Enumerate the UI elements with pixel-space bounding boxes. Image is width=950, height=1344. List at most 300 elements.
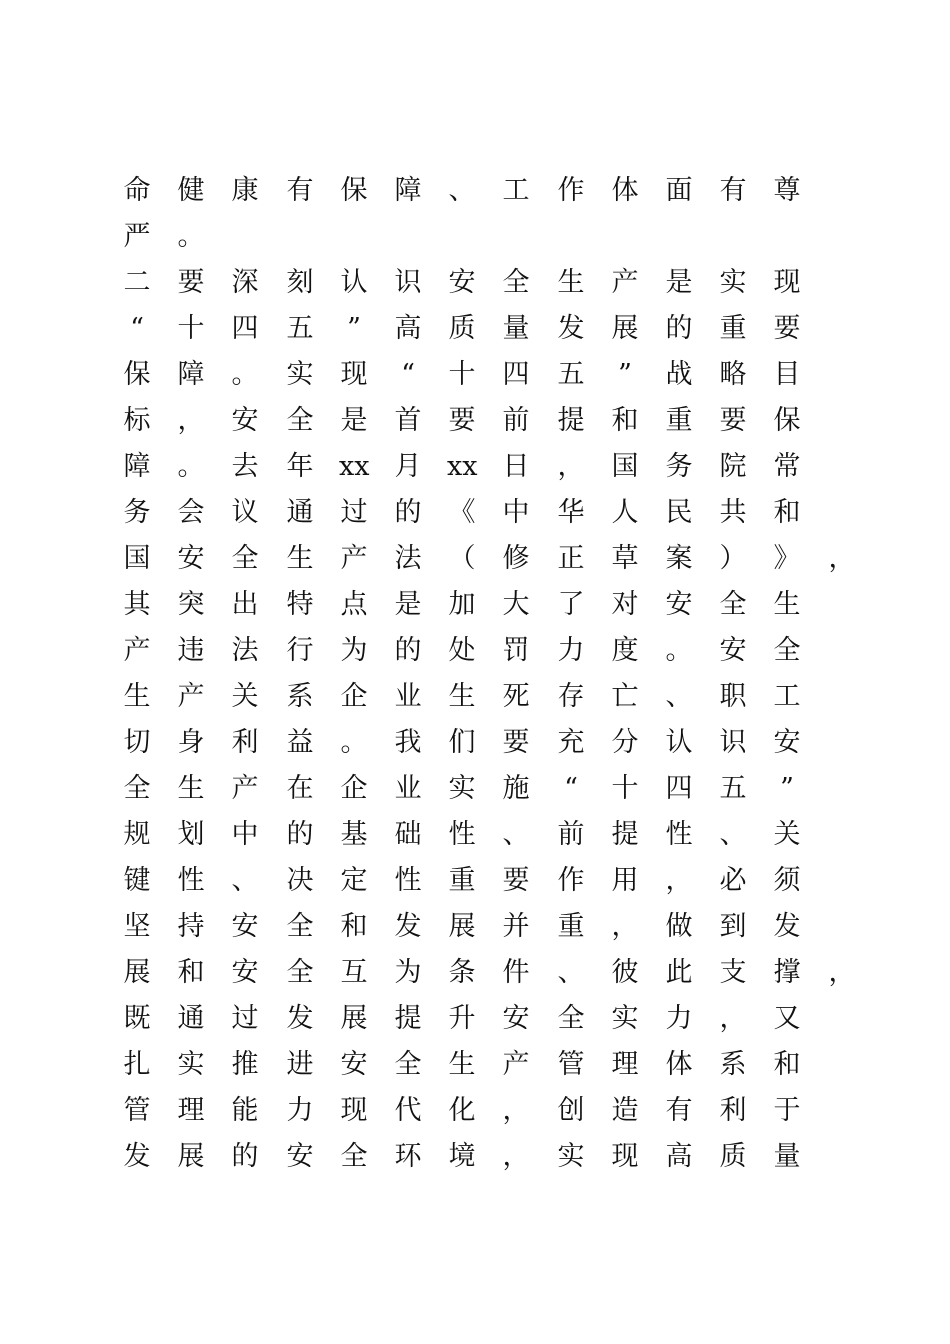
text-char: ， — [828, 957, 856, 988]
text-char: 基 — [340, 819, 368, 850]
text-char: 于 — [773, 1095, 801, 1126]
text-char: 性 — [448, 819, 476, 850]
text-char: 的 — [231, 1141, 259, 1172]
text-char: 和 — [611, 405, 639, 436]
text-char: 法 — [394, 543, 422, 574]
text-char: 分 — [611, 727, 639, 758]
text-line — [124, 1042, 844, 1088]
text-char: 划 — [177, 819, 205, 850]
text-char: 全 — [231, 543, 259, 574]
text-char: 会 — [177, 497, 205, 528]
text-char: 全 — [394, 1049, 422, 1080]
text-char: 必 — [719, 865, 747, 896]
text-char: 、 — [719, 819, 747, 850]
text-char: 全 — [719, 589, 747, 620]
text-char: 目 — [773, 359, 801, 390]
text-char: 务 — [123, 497, 151, 528]
text-char: （ — [448, 543, 476, 574]
text-char: 全 — [286, 911, 314, 942]
text-char: 月 — [394, 451, 422, 482]
text-char: 此 — [665, 957, 693, 988]
text-char: 利 — [231, 727, 259, 758]
text-char: 有 — [286, 175, 314, 206]
text-char: “ — [401, 359, 415, 390]
text-char: 、 — [448, 175, 476, 206]
text-char: 加 — [448, 589, 476, 620]
text-char: 业 — [394, 681, 422, 712]
text-char: 死 — [502, 681, 530, 712]
text-char: 首 — [394, 405, 422, 436]
text-char: 化 — [448, 1095, 476, 1126]
text-char: 十 — [448, 359, 476, 390]
text-char: 产 — [340, 543, 368, 574]
text-char: 十 — [611, 773, 639, 804]
text-char: 重 — [665, 405, 693, 436]
text-char: 提 — [394, 1003, 422, 1034]
text-char: 是 — [665, 267, 693, 298]
text-char: 条 — [448, 957, 476, 988]
text-char: xx — [447, 451, 478, 482]
text-char: 坚 — [123, 911, 151, 942]
text-char: 实 — [719, 267, 747, 298]
text-char: 益 — [286, 727, 314, 758]
text-char: 民 — [665, 497, 693, 528]
text-char: 、 — [502, 819, 530, 850]
text-char: 。 — [340, 727, 368, 758]
text-char: 。 — [177, 451, 205, 482]
text-char: ， — [502, 1141, 530, 1172]
text-char: 工 — [773, 681, 801, 712]
text-line — [124, 766, 844, 812]
text-char: 障 — [123, 451, 151, 482]
text-char: ” — [780, 773, 794, 804]
text-line — [124, 1134, 844, 1180]
text-char: 性 — [665, 819, 693, 850]
text-char: 保 — [773, 405, 801, 436]
text-char: 处 — [448, 635, 476, 666]
text-char: 发 — [123, 1141, 151, 1172]
text-char: ， — [665, 865, 693, 896]
text-char: 标 — [123, 405, 151, 436]
text-char: 实 — [448, 773, 476, 804]
text-char: 存 — [557, 681, 585, 712]
text-char: 的 — [394, 497, 422, 528]
text-char: 产 — [177, 681, 205, 712]
text-char: 持 — [177, 911, 205, 942]
text-line — [124, 904, 844, 950]
text-char: 、 — [231, 865, 259, 896]
text-char: 前 — [502, 405, 530, 436]
text-char: 十 — [177, 313, 205, 344]
text-char: 去 — [231, 451, 259, 482]
text-char: 我 — [394, 727, 422, 758]
text-char: 决 — [286, 865, 314, 896]
text-char: 务 — [665, 451, 693, 482]
text-char: 全 — [286, 405, 314, 436]
text-line — [124, 260, 844, 306]
text-char: 大 — [502, 589, 530, 620]
text-char: 系 — [286, 681, 314, 712]
text-char: 国 — [611, 451, 639, 482]
text-char: 能 — [231, 1095, 259, 1126]
text-char: 现 — [340, 1095, 368, 1126]
text-char: ” — [347, 313, 361, 344]
text-char: 力 — [286, 1095, 314, 1126]
text-char: 全 — [123, 773, 151, 804]
text-char: 认 — [665, 727, 693, 758]
text-char: 其 — [123, 589, 151, 620]
text-char: 健 — [177, 175, 205, 206]
text-char: 四 — [231, 313, 259, 344]
text-char: 现 — [340, 359, 368, 390]
text-char: 作 — [557, 865, 585, 896]
text-char: 推 — [231, 1049, 259, 1080]
text-char: 键 — [123, 865, 151, 896]
text-char: 体 — [611, 175, 639, 206]
text-char: 和 — [340, 911, 368, 942]
text-char: 实 — [557, 1141, 585, 1172]
text-char: 体 — [665, 1049, 693, 1080]
text-char: 实 — [177, 1049, 205, 1080]
text-line — [124, 582, 844, 628]
text-char: 切 — [123, 727, 151, 758]
text-char: 法 — [231, 635, 259, 666]
text-char: 撑 — [773, 957, 801, 988]
text-char: 展 — [448, 911, 476, 942]
text-char: 充 — [557, 727, 585, 758]
text-char: 关 — [773, 819, 801, 850]
text-char: 须 — [773, 865, 801, 896]
text-char: 生 — [123, 681, 151, 712]
text-char: 创 — [557, 1095, 585, 1126]
text-char: 力 — [665, 1003, 693, 1034]
text-char: 生 — [177, 773, 205, 804]
text-char: 度 — [611, 635, 639, 666]
text-line — [124, 812, 844, 858]
text-char: 性 — [394, 865, 422, 896]
text-char: 环 — [394, 1141, 422, 1172]
text-char: 的 — [286, 819, 314, 850]
text-char: 人 — [611, 497, 639, 528]
text-char: 础 — [394, 819, 422, 850]
text-char: 日 — [502, 451, 530, 482]
text-char: 生 — [286, 543, 314, 574]
text-char: 过 — [231, 1003, 259, 1034]
text-char: 《 — [448, 497, 476, 528]
text-char: 、 — [665, 681, 693, 712]
text-line — [124, 490, 844, 536]
text-char: 和 — [773, 497, 801, 528]
text-char: 利 — [719, 1095, 747, 1126]
text-char: 为 — [340, 635, 368, 666]
text-char: 工 — [502, 175, 530, 206]
text-char: 关 — [231, 681, 259, 712]
text-char: 障 — [177, 359, 205, 390]
text-char: 展 — [177, 1141, 205, 1172]
text-char: 过 — [340, 497, 368, 528]
text-char: 质 — [719, 1141, 747, 1172]
text-char: 管 — [557, 1049, 585, 1080]
text-char: 现 — [611, 1141, 639, 1172]
text-char: 出 — [231, 589, 259, 620]
text-char: 安 — [719, 635, 747, 666]
text-char: 四 — [502, 359, 530, 390]
text-char: 前 — [557, 819, 585, 850]
text-char: 企 — [340, 773, 368, 804]
text-line — [124, 674, 844, 720]
text-char: 管 — [123, 1095, 151, 1126]
text-char: 力 — [557, 635, 585, 666]
text-char: 亡 — [611, 681, 639, 712]
text-char: 院 — [719, 451, 747, 482]
text-char: 发 — [286, 1003, 314, 1034]
text-char: 有 — [719, 175, 747, 206]
text-char: 现 — [773, 267, 801, 298]
text-char: 严 — [123, 221, 151, 252]
text-char: 量 — [502, 313, 530, 344]
text-char: 行 — [286, 635, 314, 666]
text-char: 正 — [557, 543, 585, 574]
text-char: 生 — [773, 589, 801, 620]
text-char: 识 — [394, 267, 422, 298]
text-line — [124, 628, 844, 674]
text-line — [123, 950, 856, 996]
text-char: 安 — [502, 1003, 530, 1034]
text-char: 要 — [502, 727, 530, 758]
text-char: 全 — [286, 957, 314, 988]
text-line — [124, 398, 844, 444]
text-char: 常 — [773, 451, 801, 482]
text-char: 理 — [177, 1095, 205, 1126]
text-char: 境 — [448, 1141, 476, 1172]
text-char: 安 — [177, 543, 205, 574]
text-char: 特 — [286, 589, 314, 620]
text-char: 安 — [665, 589, 693, 620]
text-char: 业 — [394, 773, 422, 804]
text-char: 生 — [557, 267, 585, 298]
text-line — [123, 536, 856, 582]
text-char: 生 — [448, 1049, 476, 1080]
text-char: 要 — [773, 313, 801, 344]
text-char: 在 — [286, 773, 314, 804]
text-char: 互 — [340, 957, 368, 988]
text-char: 安 — [231, 957, 259, 988]
text-char: 生 — [448, 681, 476, 712]
text-char: 尊 — [773, 175, 801, 206]
text-char: 扎 — [123, 1049, 151, 1080]
text-char: 面 — [665, 175, 693, 206]
text-char: 深 — [231, 267, 259, 298]
text-char: 提 — [611, 819, 639, 850]
text-line — [124, 996, 844, 1042]
text-char: 重 — [448, 865, 476, 896]
text-char: 提 — [557, 405, 585, 436]
text-char: 草 — [611, 543, 639, 574]
text-char: 产 — [611, 267, 639, 298]
text-char: 质 — [448, 313, 476, 344]
text-char: ， — [719, 1003, 747, 1034]
text-char: 通 — [177, 1003, 205, 1034]
text-char: 康 — [231, 175, 259, 206]
text-char: 略 — [719, 359, 747, 390]
text-char: ， — [502, 1095, 530, 1126]
text-char: 通 — [286, 497, 314, 528]
text-char: ， — [828, 543, 856, 574]
text-char: ， — [611, 911, 639, 942]
text-char: 。 — [177, 221, 205, 252]
text-line — [124, 352, 844, 398]
text-char: 的 — [665, 313, 693, 344]
text-char: 企 — [340, 681, 368, 712]
text-char: 高 — [394, 313, 422, 344]
text-char: 认 — [340, 267, 368, 298]
text-line — [124, 720, 844, 766]
text-char: 识 — [719, 727, 747, 758]
text-char: 发 — [773, 911, 801, 942]
text-char: 中 — [502, 497, 530, 528]
text-char: 重 — [719, 313, 747, 344]
text-char: 对 — [611, 589, 639, 620]
text-char: ， — [177, 405, 205, 436]
text-char: 支 — [719, 957, 747, 988]
text-char: 四 — [665, 773, 693, 804]
text-char: 安 — [231, 405, 259, 436]
text-char: 系 — [719, 1049, 747, 1080]
text-char: 和 — [177, 957, 205, 988]
text-char: 国 — [123, 543, 151, 574]
text-char: ” — [618, 359, 632, 390]
text-char: 是 — [394, 589, 422, 620]
text-char: 要 — [448, 405, 476, 436]
text-char: 产 — [231, 773, 259, 804]
text-char: 实 — [286, 359, 314, 390]
text-char: 用 — [611, 865, 639, 896]
text-char: 战 — [665, 359, 693, 390]
text-char: 五 — [557, 359, 585, 390]
text-char: 安 — [448, 267, 476, 298]
text-char: 和 — [773, 1049, 801, 1080]
text-char: 做 — [665, 911, 693, 942]
text-char: 年 — [286, 451, 314, 482]
text-line — [124, 214, 844, 260]
text-char: 。 — [665, 635, 693, 666]
text-char: 又 — [773, 1003, 801, 1034]
text-char: 的 — [394, 635, 422, 666]
text-char: 全 — [557, 1003, 585, 1034]
text-char: 产 — [123, 635, 151, 666]
text-char: 并 — [502, 911, 530, 942]
text-char: 有 — [665, 1095, 693, 1126]
text-char: 量 — [773, 1141, 801, 1172]
text-char: 展 — [123, 957, 151, 988]
text-char: 保 — [340, 175, 368, 206]
text-char: 作 — [557, 175, 585, 206]
text-char: 、 — [557, 957, 585, 988]
text-char: 身 — [177, 727, 205, 758]
text-char: 到 — [719, 911, 747, 942]
text-char: 是 — [340, 405, 368, 436]
text-char: 产 — [502, 1049, 530, 1080]
text-char: 全 — [502, 267, 530, 298]
text-char: 性 — [177, 865, 205, 896]
text-char: 施 — [502, 773, 530, 804]
text-char: 规 — [123, 819, 151, 850]
text-line — [124, 858, 844, 904]
text-char: ） — [719, 543, 747, 574]
text-char: 彼 — [611, 957, 639, 988]
text-char: 安 — [340, 1049, 368, 1080]
text-char: 展 — [611, 313, 639, 344]
text-char: 为 — [394, 957, 422, 988]
text-char: 全 — [773, 635, 801, 666]
text-char: 安 — [286, 1141, 314, 1172]
text-char: 。 — [231, 359, 259, 390]
text-char: 实 — [611, 1003, 639, 1034]
text-char: 障 — [394, 175, 422, 206]
text-char: 高 — [665, 1141, 693, 1172]
text-char: 修 — [502, 543, 530, 574]
text-char: 保 — [123, 359, 151, 390]
text-char: 命 — [123, 175, 151, 206]
text-char: 案 — [665, 543, 693, 574]
text-char: 华 — [557, 497, 585, 528]
text-char: 展 — [340, 1003, 368, 1034]
text-char: 要 — [719, 405, 747, 436]
text-char: 重 — [557, 911, 585, 942]
text-char: 中 — [231, 819, 259, 850]
text-char: 》 — [773, 543, 801, 574]
text-char: 发 — [394, 911, 422, 942]
body-text — [123, 168, 856, 1180]
text-char: 五 — [719, 773, 747, 804]
text-char: 理 — [611, 1049, 639, 1080]
text-char: 职 — [719, 681, 747, 712]
text-char: 代 — [394, 1095, 422, 1126]
text-line — [124, 1088, 844, 1134]
text-char: 要 — [502, 865, 530, 896]
text-char: 五 — [286, 313, 314, 344]
text-char: 定 — [340, 865, 368, 896]
text-char: 发 — [557, 313, 585, 344]
text-char: xx — [339, 451, 370, 482]
text-char: 刻 — [286, 267, 314, 298]
text-char: 违 — [177, 635, 205, 666]
text-char: ， — [557, 451, 585, 482]
text-char: 了 — [557, 589, 585, 620]
text-char: 要 — [177, 267, 205, 298]
text-char: 造 — [611, 1095, 639, 1126]
text-char: 件 — [502, 957, 530, 988]
text-char: 全 — [340, 1141, 368, 1172]
text-char: 罚 — [502, 635, 530, 666]
text-char: 安 — [773, 727, 801, 758]
text-line — [124, 444, 844, 490]
text-line — [124, 306, 844, 352]
text-char: “ — [130, 313, 144, 344]
text-char: 们 — [448, 727, 476, 758]
text-char: 进 — [286, 1049, 314, 1080]
text-char: 升 — [448, 1003, 476, 1034]
text-char: 突 — [177, 589, 205, 620]
text-char: 二 — [123, 267, 151, 298]
text-char: 议 — [231, 497, 259, 528]
text-char: 既 — [123, 1003, 151, 1034]
text-char: 共 — [719, 497, 747, 528]
text-char: “ — [564, 773, 578, 804]
text-char: 点 — [340, 589, 368, 620]
text-char: 安 — [231, 911, 259, 942]
text-line — [124, 168, 844, 214]
